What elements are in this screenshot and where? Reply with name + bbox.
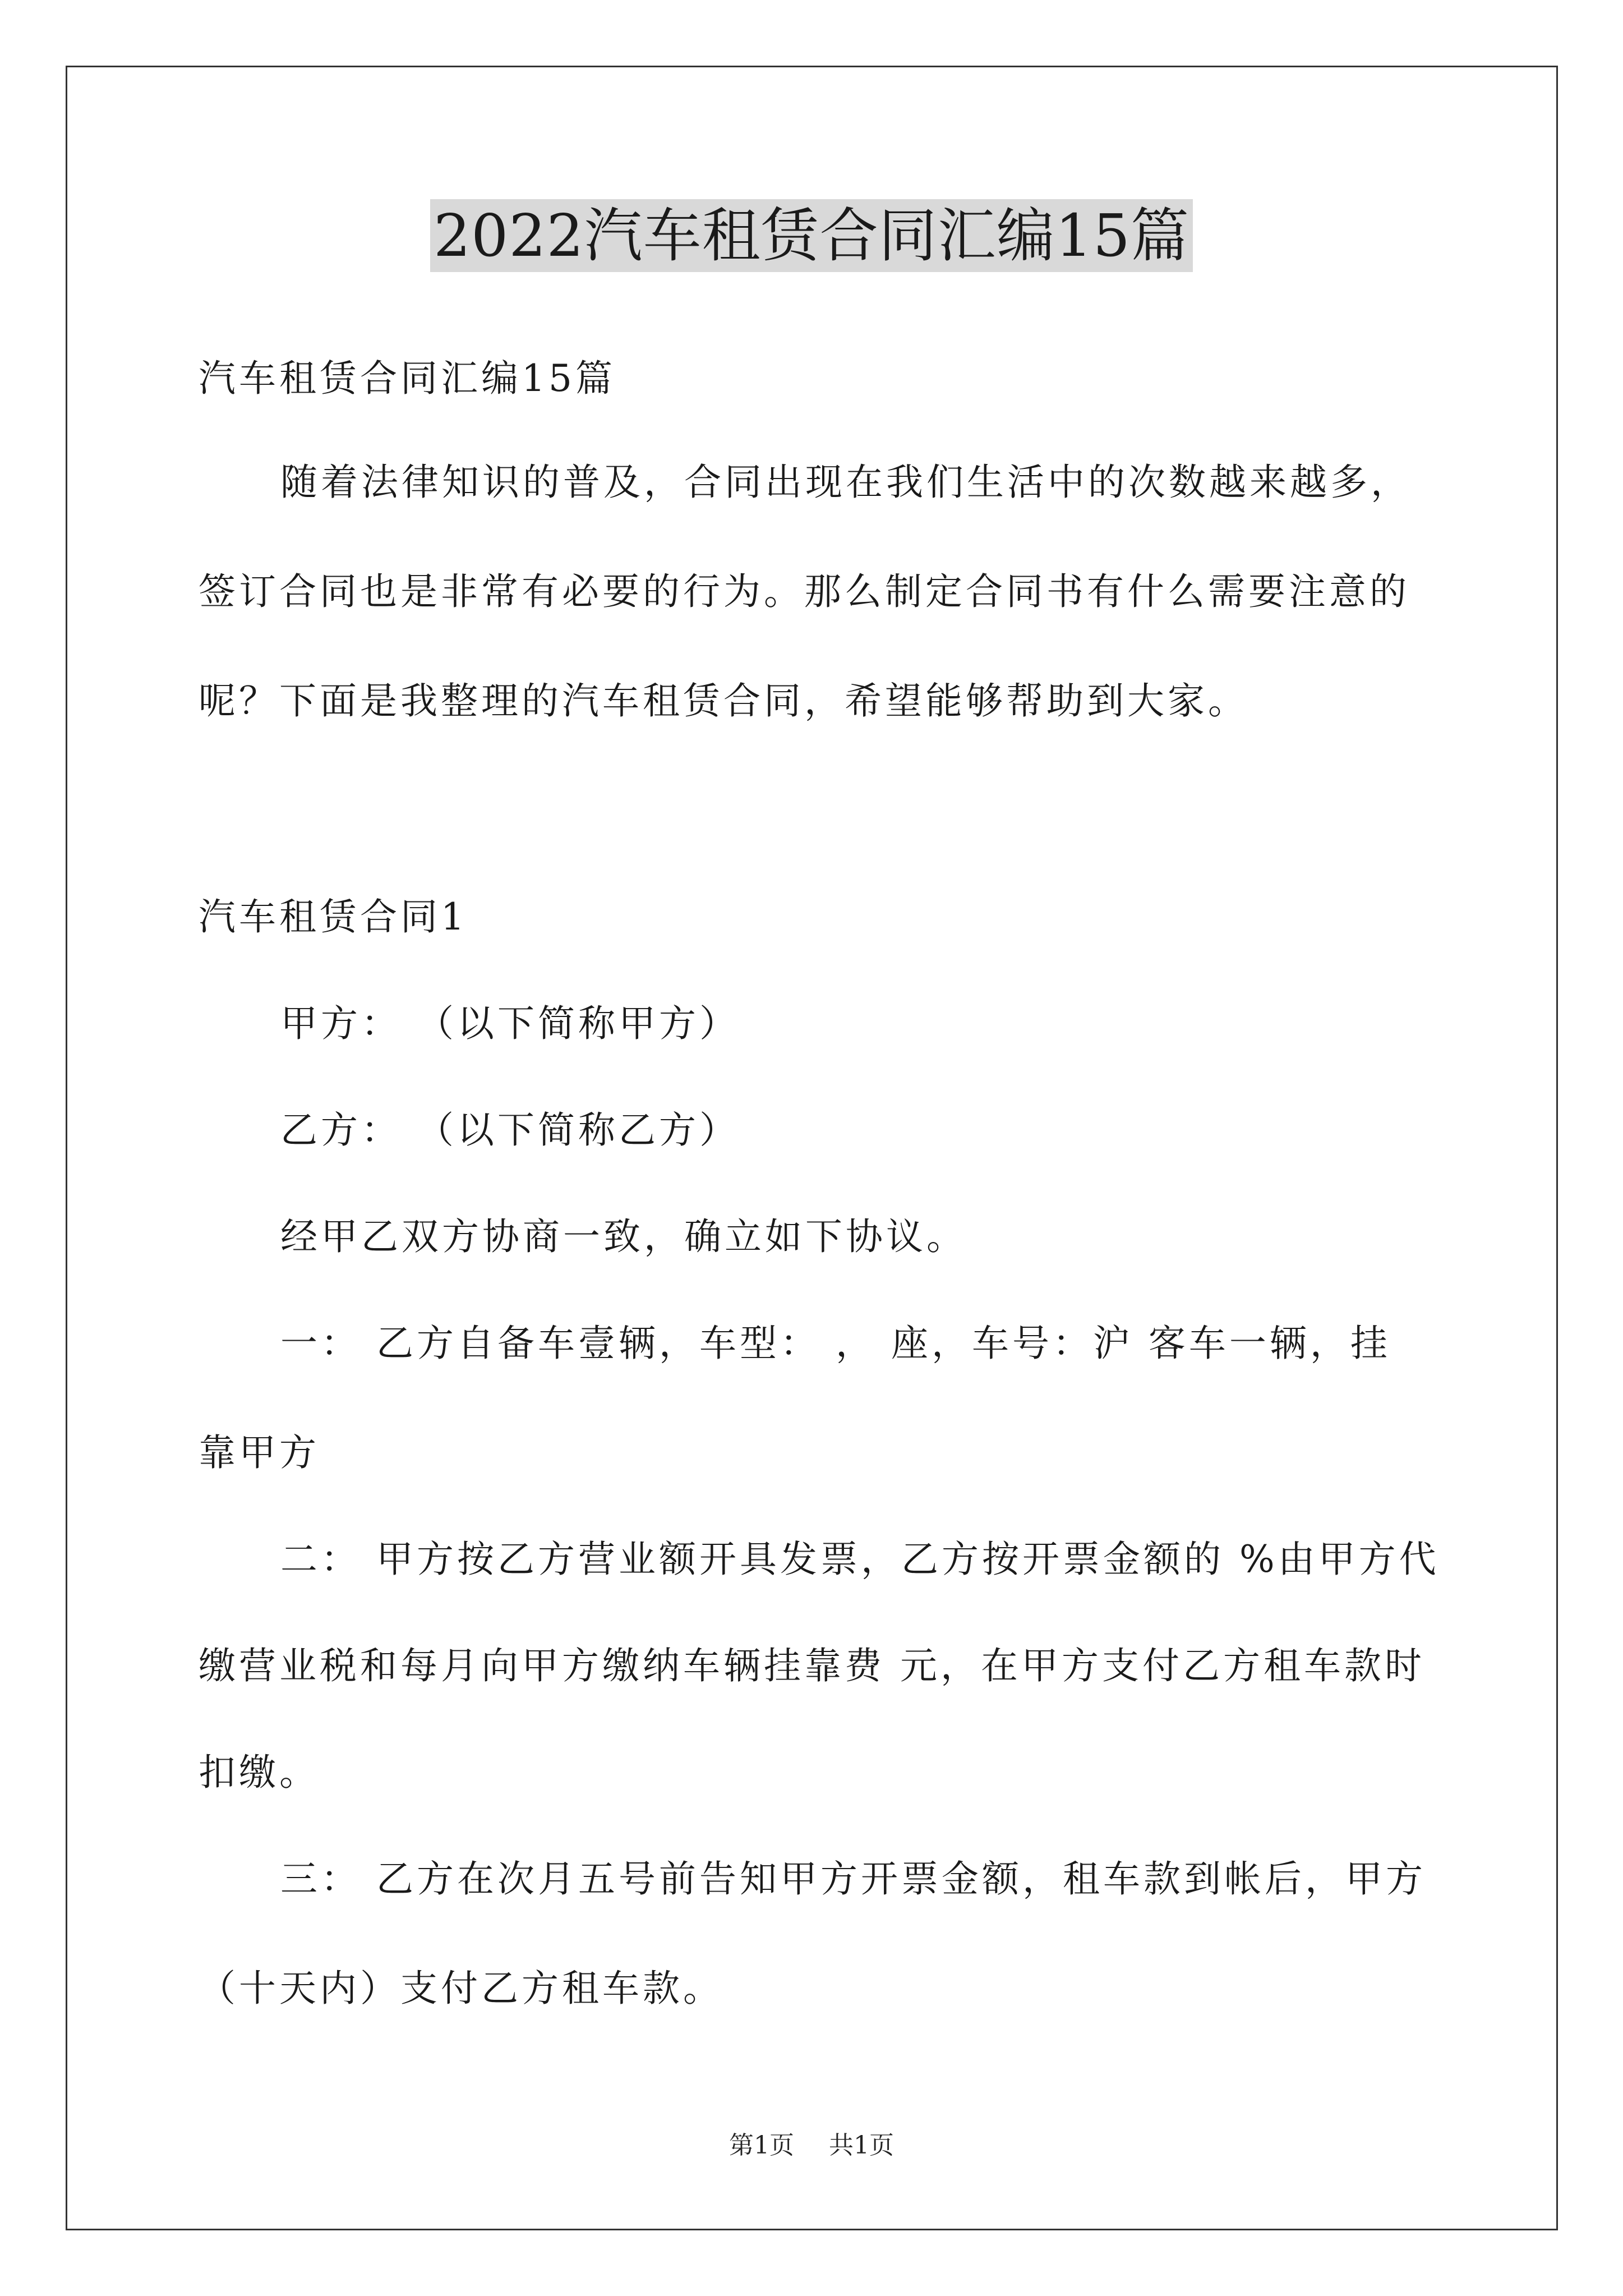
document-title: 2022汽车租赁合同汇编15篇: [430, 199, 1193, 272]
page-total: 共1页: [829, 2131, 894, 2160]
document-subtitle: 汽车租赁合同汇编15篇: [199, 357, 616, 400]
page-footer: [0, 2129, 1623, 2162]
clause-1-line-1: 一： 乙方自备车壹辆，车型： ， 座，车号：沪 客车一辆，挂: [280, 1322, 1391, 1365]
party-b-line: 乙方： （以下简称乙方）: [280, 1108, 740, 1152]
clause-3-line-2: （十天内）支付乙方租车款。: [199, 1967, 723, 2010]
page-number: 第1页: [729, 2131, 794, 2160]
agreement-intro: 经甲乙双方协商一致，确立如下协议。: [280, 1215, 967, 1258]
clause-3-line-1: 三： 乙方在次月五号前告知甲方开票金额，租车款到帐后，甲方: [280, 1857, 1426, 1901]
intro-line-1: 随着法律知识的普及，合同出现在我们生活中的次数越来越多，: [280, 461, 1411, 504]
party-a-line: 甲方： （以下简称甲方）: [280, 1002, 740, 1045]
title-container: [0, 199, 1623, 272]
clause-2-line-2: 缴营业税和每月向甲方缴纳车辆挂靠费 元，在甲方支付乙方租车款时: [199, 1644, 1425, 1687]
section-heading: 汽车租赁合同1: [199, 895, 468, 938]
intro-line-3: 呢？下面是我整理的汽车租赁合同，希望能够帮助到大家。: [199, 679, 1248, 723]
clause-1-line-2: 靠甲方: [199, 1431, 320, 1474]
clause-2-line-3: 扣缴。: [199, 1751, 320, 1794]
clause-2-line-1: 二： 甲方按乙方营业额开具发票，乙方按开票金额的 %由甲方代: [280, 1538, 1440, 1581]
intro-line-2: 签订合同也是非常有必要的行为。那么制定合同书有什么需要注意的: [199, 570, 1410, 613]
